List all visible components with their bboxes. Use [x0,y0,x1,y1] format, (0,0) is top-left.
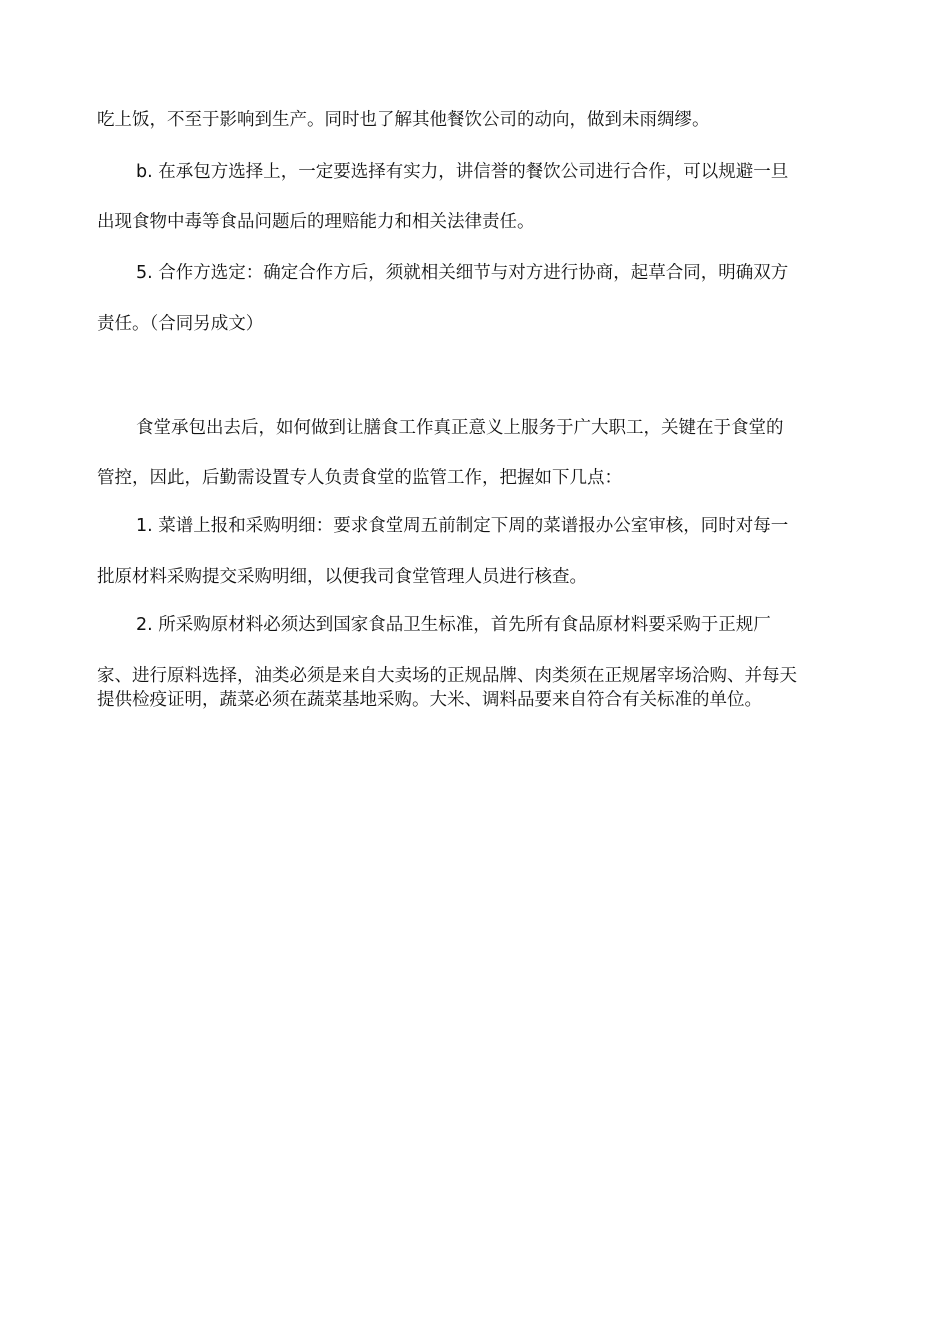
text-line-11: 家、进行原料选择，油类必须是来自大卖场的正规品牌、肉类须在正规屠宰场洽购、并每天 [97,666,797,686]
text-line-12: 提供检疫证明，蔬菜必须在蔬菜基地采购。大米、调料品要来自符合有关标准的单位。 [97,690,762,710]
text-line-7: 管控，因此，后勤需设置专人负责食堂的监管工作，把握如下几点： [97,468,622,488]
text-line-3: 出现食物中毒等食品问题后的理赔能力和相关法律责任。 [97,212,535,232]
text-line-8: 1. 菜谱上报和采购明细：要求食堂周五前制定下周的菜谱报办公室审核，同时对每一 [136,516,789,536]
text-line-2: b. 在承包方选择上，一定要选择有实力，讲信誉的餐饮公司进行合作，可以规避一旦 [136,162,789,182]
text-line-6: 食堂承包出去后，如何做到让膳食工作真正意义上服务于广大职工，关键在于食堂的 [136,418,784,438]
text-line-9: 批原材料采购提交采购明细，以便我司食堂管理人员进行核查。 [97,567,587,587]
text-line-4: 5. 合作方选定：确定合作方后，须就相关细节与对方进行协商，起草合同，明确双方 [136,263,789,283]
text-line-1: 吃上饭，不至于影响到生产。同时也了解其他餐饮公司的动向，做到未雨绸缪。 [97,110,710,130]
text-line-5: 责任。（合同另成文） [97,314,264,334]
text-line-10: 2. 所采购原材料必须达到国家食品卫生标准，首先所有食品原材料要采购于正规厂 [136,615,771,635]
